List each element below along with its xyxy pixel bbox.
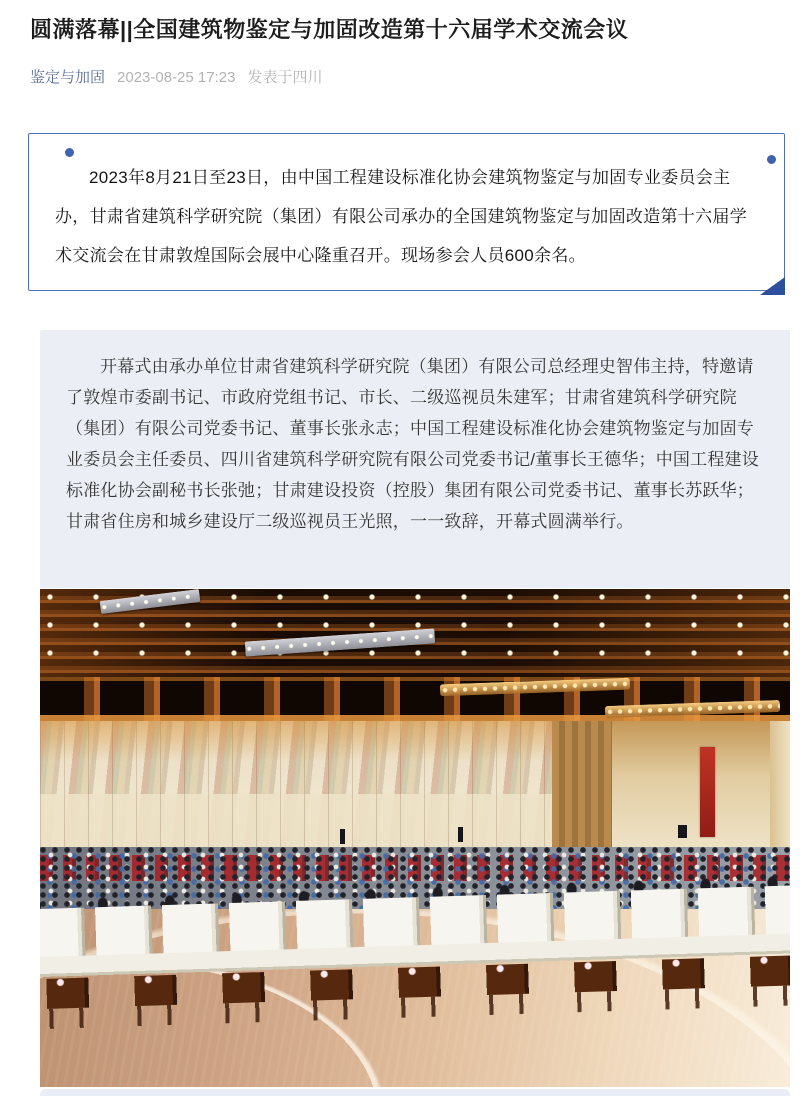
quote-corner-triangle-icon	[760, 277, 785, 295]
article-title: 圆满落幕||全国建筑物鉴定与加固改造第十六届学术交流会议	[30, 17, 629, 42]
quote-dot-left-icon	[65, 148, 74, 157]
next-section-panel-partial	[40, 1089, 790, 1096]
opening-paragraph-text: 开幕式由承办单位甘肃省建筑科学研究院（集团）有限公司总经理史智伟主持，特邀请了敦煌市委副书记、市政府党组书记、市长、二级巡视员朱建军；甘肃省建筑科学研究院（集团）有限公司党委书记、董事长张永志；中国工程建设标准化协会建筑物鉴定与加固专业委员会主任委员、四川省建筑科学研究院有限公司党委书记/董事长王德华；中国工程建设标准化协会副秘书长张弛；甘肃建设投资（控股）集团有限公司党委书记、董事长苏跃华；甘肃省住房和城乡建设厅二级巡视员王光照，一一致辞，开幕式圆满举行。	[66, 357, 759, 531]
photo-front-row-group	[40, 589, 790, 1087]
publish-datetime: 2023-08-25 17:23	[117, 69, 236, 86]
account-link[interactable]: 鉴定与加固	[30, 69, 106, 86]
conference-hall-photo[interactable]	[40, 589, 790, 1087]
quote-dot-right-icon	[767, 155, 776, 164]
lead-quote-text: 2023年8月21日至23日，由中国工程建设标准化协会建筑物鉴定与加固专业委员会主办，甘肃省建筑科学研究院（集团）有限公司承办的全国建筑物鉴定与加固改造第十六届学术交流会在甘肃敦煌国际会展中心隆重召开。现场参会人员600余名。	[55, 168, 747, 265]
lead-quote-box	[28, 133, 785, 291]
publish-location: 发表于四川	[247, 69, 323, 86]
article-byline	[30, 66, 322, 87]
opening-paragraph-panel	[40, 330, 790, 588]
